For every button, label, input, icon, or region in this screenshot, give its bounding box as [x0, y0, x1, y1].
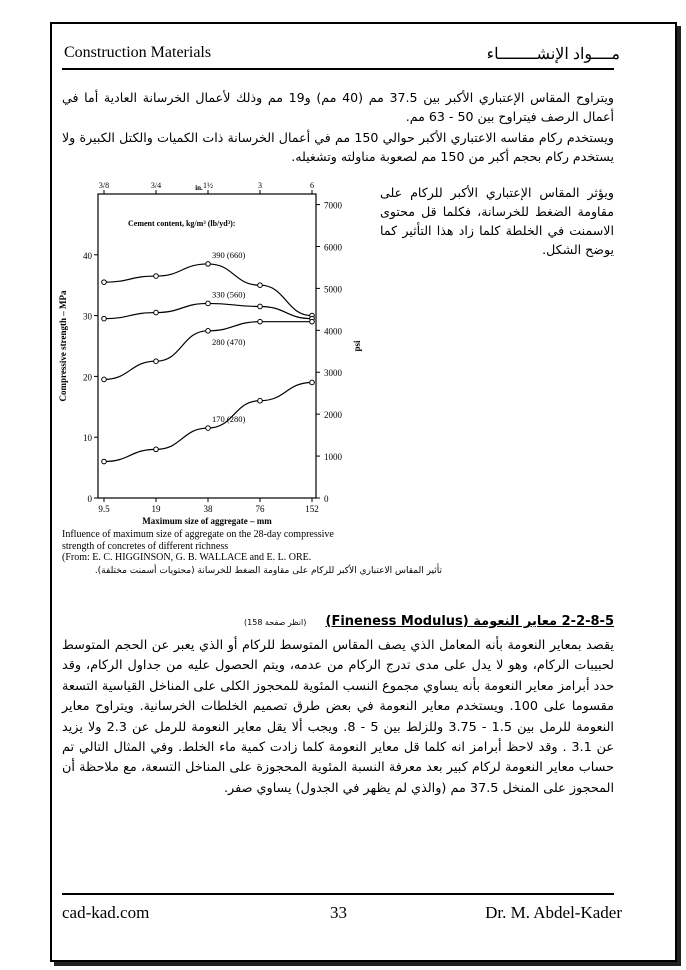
series-line	[104, 382, 312, 461]
section-title: 2-2-8-5 معاير النعومة (Fineness Modulus)	[325, 614, 614, 629]
x-axis-label: Maximum size of aggregate – mm	[142, 516, 272, 526]
data-point	[154, 310, 159, 315]
body-paragraph: يقصد بمعاير النعومة بأنه المعامل الذي يصف المقاس المتوسط للركام أو الذي يعبر عن الحجم المتوسط لحبيبات الركام، وهو لا يدل على مدى تدرج الركام من عدمه، ويتم الحصول عليه من جداول الركام، وقد حدد أبرامز معاير النعومة بأنه يساوي مجموع النسب المئوية للمحجوز الكلى على المناخل القياسية التسعة مقسوما على 100. ويستخدم معاير النعومة في بعض طرق تصميم الخلطات الخرسانية. ويتراوح معاير النعومة للرمل بين 1.5 - 3.75 وللزلط بين 5 - 8. ويجب ألا يقل معاير النعومة للرمل عن 2.3 ولا يزيد عن 3.1 . وقد لاحظ أبرامز انه كلما قل معاير النعومة كلما زادت كمية ماء الخلط. وفي المثال التالي تم حساب معاير النعومة لركام كبير بعد معرفة النسبة المئوية المحجوزة على المناخل التسعة، مع ملاحظة أن المحجوز على المنخل 37.5 مم (والذي لم يظهر في الجدول) يساوي صفر.	[62, 638, 614, 796]
data-point	[102, 280, 107, 285]
figure-caption	[62, 529, 402, 564]
y-tick-label: 30	[83, 311, 92, 322]
data-point	[102, 459, 107, 464]
y-tick-label: 0	[87, 494, 92, 504]
top-tick-label: 3/8	[98, 181, 110, 190]
footer-right: Dr. M. Abdel-Kader	[485, 903, 622, 922]
page-number: 33	[330, 903, 347, 922]
data-point	[154, 359, 159, 364]
data-point	[102, 316, 107, 321]
right-axis-label: psi	[352, 340, 362, 352]
top-tick-label: 3	[258, 181, 262, 190]
series-line	[104, 264, 312, 316]
top-tick-label: 1½	[203, 181, 213, 190]
top-tick-label: 3/4	[150, 181, 162, 190]
caption-line-2: strength of concretes of different richness	[62, 540, 229, 552]
series-label: 170 (280)	[212, 414, 246, 425]
data-point	[154, 274, 159, 279]
right-tick-label: 6000	[324, 242, 342, 253]
y-tick-label: 40	[83, 250, 92, 261]
data-point	[102, 377, 107, 382]
plot-frame	[98, 194, 316, 498]
page-header	[62, 44, 624, 66]
right-tick-label: 2000	[324, 410, 342, 421]
data-point	[206, 329, 211, 334]
series-label: 330 (560)	[212, 289, 246, 300]
top-axis-label: in.	[195, 184, 203, 192]
data-point	[258, 319, 263, 324]
series-label: 280 (470)	[212, 336, 246, 347]
data-point	[154, 447, 159, 452]
right-tick-label: 0	[324, 494, 329, 504]
y-axis-label: Compressive strength – MPa	[58, 290, 68, 402]
y-tick-label: 10	[83, 433, 92, 444]
chart-title: Cement content, kg/m³ (lb/yd³):	[128, 219, 236, 228]
side-paragraph: ويؤثر المقاس الإعتباري الأكبر للركام على مقاومة الضغط للخرسانة، فكلما قل محتوى الاسمنت في الخلطة كلما زاد هذا التأثير كما يوضح الشكل.	[380, 185, 614, 257]
data-point	[258, 304, 263, 309]
x-tick-label: 38	[203, 504, 213, 514]
right-tick-label: 7000	[324, 200, 342, 211]
paragraph-1: ويتراوح المقاس الإعتباري الأكبر بين 37.5 مم (40 مم) و19 مم وذلك لأعمال الخرسانة العادية أما في أعمال الرصف فيتراوح بين 50 - 63 مم.	[62, 90, 614, 124]
data-point	[258, 283, 263, 288]
section-note: (انظر صفحة 158)	[244, 618, 307, 627]
header-right: مــــواد الإنشــــــــاء	[486, 46, 620, 63]
right-tick-label: 3000	[324, 368, 342, 379]
x-tick-label: 9.5	[98, 504, 110, 514]
paragraph-2: ويستخدم ركام مقاسه الاعتباري الأكبر حوالي 150 مم في أعمال الخرسانة ذات الكميات والكتل الكبيرة ولا يستخدم ركام بحجم أكبر من 150 مم لصعوبة مناولته وتشغيله.	[62, 130, 614, 164]
data-point	[206, 262, 211, 267]
header-left: Construction Materials	[64, 44, 212, 61]
y-tick-label: 20	[83, 372, 92, 383]
series-label: 390 (660)	[212, 249, 246, 260]
caption-line-1: Influence of maximum size of aggregate on the 28-day compressive	[62, 529, 334, 540]
x-tick-label: 152	[305, 504, 319, 514]
right-tick-label: 1000	[324, 452, 342, 463]
right-tick-label: 4000	[324, 326, 342, 337]
caption-line-3: (From: E. C. HIGGINSON, G. B. WALLACE and E. L. ORE.	[62, 552, 312, 563]
x-tick-label: 76	[255, 504, 265, 514]
data-point	[206, 426, 211, 431]
footer-rule	[62, 893, 614, 895]
data-point	[310, 319, 315, 324]
strength-chart	[54, 176, 374, 526]
chart-svg	[54, 176, 374, 526]
data-point	[310, 380, 315, 385]
header-rule	[62, 68, 614, 70]
data-point	[206, 301, 211, 306]
section-heading	[62, 610, 614, 630]
x-tick-label: 19	[151, 504, 161, 514]
data-point	[258, 398, 263, 403]
right-tick-label: 5000	[324, 284, 342, 295]
caption-arabic: تأثير المقاس الاعتباري الأكبر للركام على مقاومة الضغط للخرسانة (محتويات أسمنت مختلفة).	[94, 566, 442, 576]
top-tick-label: 6	[310, 181, 314, 190]
footer-left: cad-kad.com	[62, 903, 150, 922]
